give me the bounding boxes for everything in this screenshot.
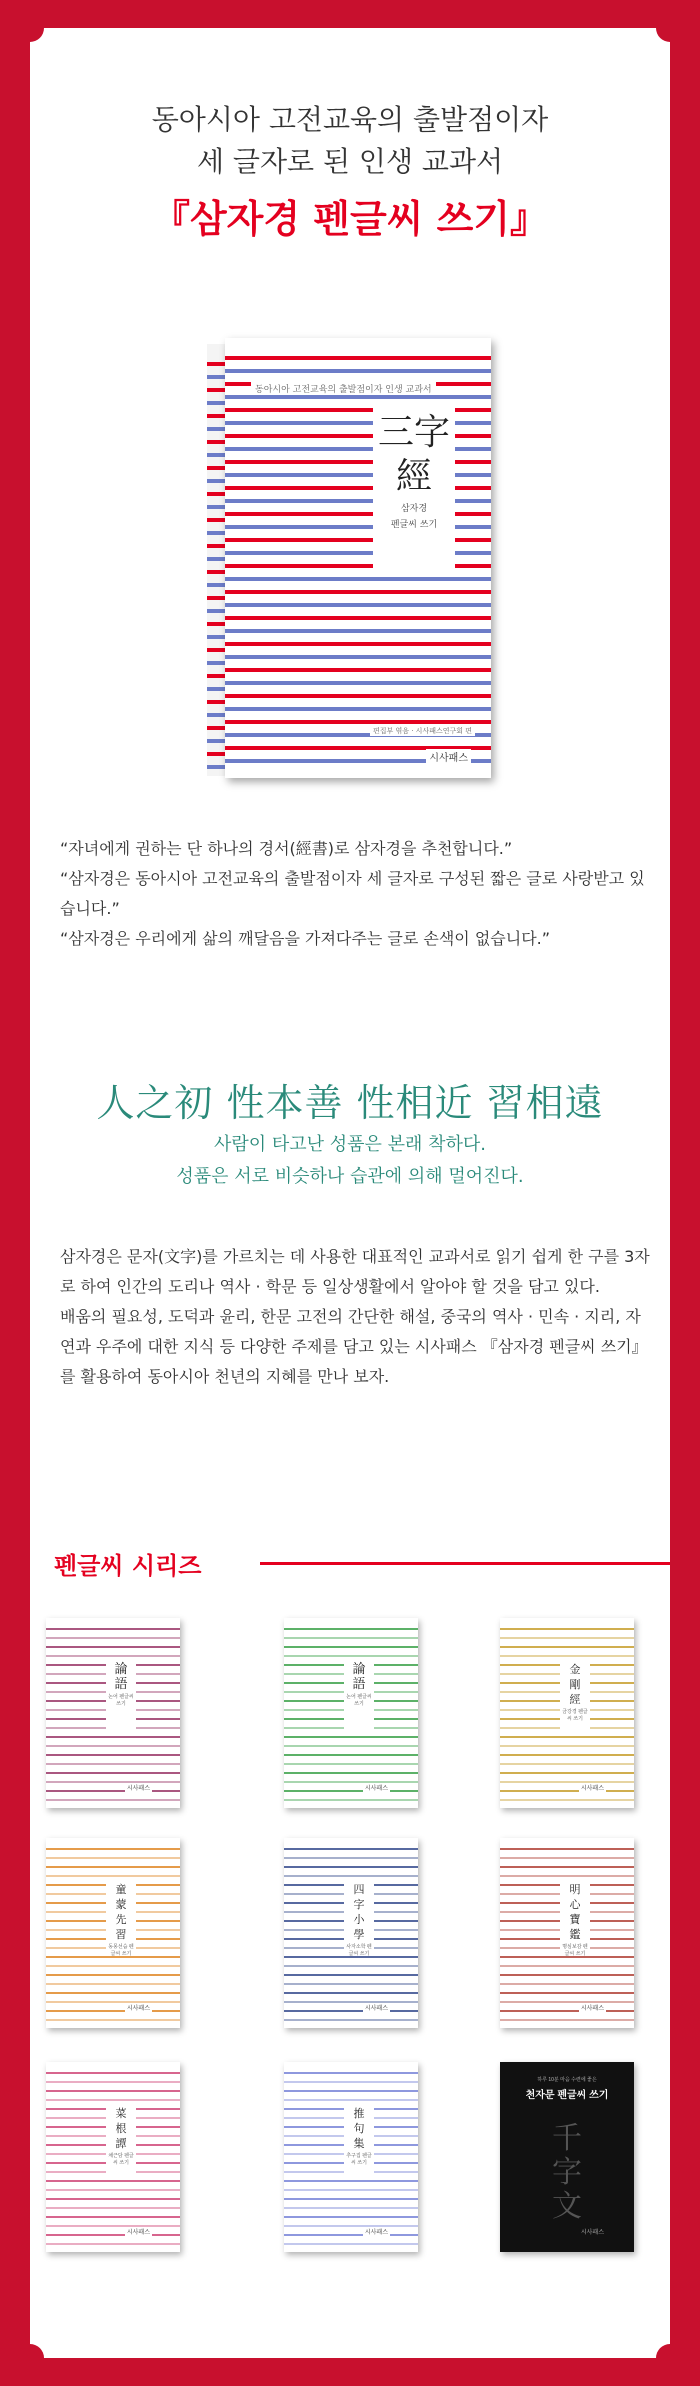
cover-stripe — [46, 1754, 180, 1756]
cover-stripe — [284, 2090, 418, 2092]
series-book[interactable] — [284, 1618, 418, 1808]
cover-stripe — [225, 356, 491, 360]
cover-stripe — [500, 2019, 634, 2021]
description-block — [60, 1242, 650, 1392]
cover-stripe — [46, 1736, 180, 1738]
series-book-subtitle: 금강경 펜글씨 쓰기 — [562, 1709, 588, 1722]
series-book[interactable] — [500, 1618, 634, 1808]
cover-stripe — [46, 2072, 180, 2074]
cover-stripe — [284, 1965, 418, 1967]
cover-stripe — [500, 2010, 634, 2012]
cover-stripe — [284, 2198, 418, 2200]
series-book[interactable] — [46, 2062, 180, 2252]
cover-stripe — [46, 2243, 180, 2245]
cover-stripe — [225, 603, 491, 607]
dark-book-title: 하루 10분 마음 수련에 좋은 천자문 펜글씨 쓰기 — [500, 2076, 634, 2101]
cover-stripe — [500, 1637, 634, 1639]
cover-stripe — [284, 2243, 418, 2245]
cover-stripe — [46, 2189, 180, 2191]
cover-stripe — [46, 1628, 180, 1630]
cover-stripe — [284, 1772, 418, 1774]
cover-stripe — [46, 2099, 180, 2101]
cover-stripe — [284, 2081, 418, 2083]
translation-line-1: 사람이 타고난 성품은 본래 착하다. — [213, 1134, 487, 1155]
series-book-subtitle: 사자소학 펜글씨 쓰기 — [346, 1944, 372, 1957]
series-book-publisher: 시사패스 — [579, 1783, 606, 1792]
series-book-subtitle: 채근담 펜글씨 쓰기 — [108, 2153, 134, 2166]
cover-stripe — [284, 2072, 418, 2074]
cover-stripe — [46, 1875, 180, 1877]
hanmun-verse: 人之初 性本善 性相近 習相遠 — [96, 1081, 604, 1125]
cover-stripe — [500, 1799, 634, 1801]
series-book-title: 推 句 集 — [353, 2107, 365, 2150]
cover-stripe — [500, 1790, 634, 1792]
cover-stripe — [284, 1857, 418, 1859]
book-subtitle-2: 펜글씨 쓰기 — [390, 520, 438, 530]
description-para-1: 삼자경은 문자(文字)를 가르치는 데 사용한 대표적인 교과서로 읽기 쉽게 한 구를 3자로 하여 인간의 도리나 역사 · 학문 등 일상생활에서 알아야 할 것을 담고 있다. — [60, 1247, 650, 1296]
cover-stripe — [284, 1754, 418, 1756]
cover-stripe — [284, 1655, 418, 1657]
series-book-title-panel — [560, 1878, 590, 1957]
book-title-han: 三字經 — [377, 412, 450, 497]
dark-book-big-han: 千 字 文 — [552, 2121, 582, 2224]
cover-stripe — [500, 1736, 634, 1738]
cover-stripe — [225, 369, 491, 373]
series-book-title-panel — [106, 2102, 136, 2174]
series-book-title: 論 語 — [114, 1662, 128, 1692]
series-book-publisher: 시사패스 — [125, 2227, 152, 2236]
series-book[interactable] — [500, 1838, 634, 2028]
series-book-dark[interactable] — [500, 2062, 634, 2252]
cover-stripe — [284, 2099, 418, 2101]
series-rule — [260, 1562, 670, 1565]
corner-notch — [656, 14, 684, 42]
cover-stripe — [46, 2001, 180, 2003]
cover-stripe — [46, 2207, 180, 2209]
series-book-publisher: 시사패스 — [363, 1783, 390, 1792]
cover-stripe — [500, 1646, 634, 1648]
cover-stripe — [284, 1875, 418, 1877]
book-top-text: 동아시아 고전교육의 출발점이자 인생 교과서 — [251, 382, 436, 395]
cover-stripe — [46, 2019, 180, 2021]
cover-stripe — [284, 1799, 418, 1801]
cover-stripe — [500, 1875, 634, 1877]
cover-stripe — [284, 2234, 418, 2236]
cover-stripe — [284, 2180, 418, 2182]
series-book-subtitle: 논어 펜글씨 쓰기 — [108, 1694, 134, 1707]
cover-stripe — [500, 2001, 634, 2003]
cover-stripe — [46, 1983, 180, 1985]
cover-stripe — [284, 2001, 418, 2003]
series-book-publisher: 시사패스 — [363, 2227, 390, 2236]
cover-stripe — [284, 2019, 418, 2021]
cover-stripe — [500, 1763, 634, 1765]
cover-stripe — [500, 1983, 634, 1985]
cover-stripe — [284, 1628, 418, 1630]
cover-stripe — [225, 681, 491, 685]
series-book-title-panel — [344, 1878, 374, 1957]
cover-stripe — [284, 1763, 418, 1765]
cover-stripe — [284, 1745, 418, 1747]
corner-notch — [656, 2344, 684, 2372]
series-book[interactable] — [46, 1618, 180, 1808]
cover-stripe — [500, 1965, 634, 1967]
series-book[interactable] — [284, 1838, 418, 2028]
cover-stripe — [46, 1745, 180, 1747]
cover-stripe — [284, 2207, 418, 2209]
cover-stripe — [46, 2216, 180, 2218]
cover-stripe — [225, 668, 491, 672]
cover-stripe — [46, 1781, 180, 1783]
cover-stripe — [46, 1992, 180, 1994]
book-author: 편집부 엮음 · 시사패스연구회 편 — [370, 726, 475, 736]
dark-book-kicker: 하루 10분 마음 수련에 좋은 — [537, 2077, 597, 2083]
cover-stripe — [225, 720, 491, 724]
cover-stripe — [225, 707, 491, 711]
series-book-publisher: 시사패스 — [125, 2003, 152, 2012]
series-book-title-panel — [344, 2102, 374, 2174]
series-book[interactable] — [46, 1838, 180, 2028]
hero-line-1: 동아시아 고전교육의 출발점이자 — [151, 103, 549, 136]
cover-stripe — [500, 1745, 634, 1747]
cover-stripe — [284, 1637, 418, 1639]
cover-stripe — [46, 1655, 180, 1657]
book-publisher: 시사패스 — [426, 749, 471, 764]
cover-stripe — [46, 1646, 180, 1648]
cover-stripe — [284, 1992, 418, 1994]
main-book-image — [207, 338, 497, 778]
series-book-title: 童 蒙 先 習 — [115, 1883, 127, 1941]
quotes-block — [60, 834, 650, 954]
quote-3: “삼자경은 우리에게 삶의 깨달음을 가져다주는 글로 손색이 없습니다.” — [60, 929, 551, 948]
cover-stripe — [284, 1790, 418, 1792]
book-subtitle-1: 삼자경 — [400, 504, 428, 514]
cover-stripe — [500, 1848, 634, 1850]
quote-1: “자녀에게 권하는 단 하나의 경서(經書)로 삼자경을 추천합니다.” — [60, 839, 513, 858]
cover-stripe — [46, 1799, 180, 1801]
cover-stripe — [46, 2198, 180, 2200]
cover-stripe — [225, 577, 491, 581]
series-book-title: 明 心 寶 鑑 — [569, 1883, 581, 1941]
hero-line-2: 세 글자로 된 인생 교과서 — [196, 145, 504, 178]
cover-stripe — [46, 2010, 180, 2012]
cover-stripe — [46, 1857, 180, 1859]
cover-stripe — [284, 2225, 418, 2227]
cover-stripe — [284, 1781, 418, 1783]
cover-stripe — [46, 1790, 180, 1792]
cover-stripe — [225, 629, 491, 633]
cover-stripe — [46, 1637, 180, 1639]
cover-stripe — [500, 1628, 634, 1630]
cover-stripe — [284, 1736, 418, 1738]
series-book-title: 菜 根 譚 — [115, 2107, 127, 2150]
series-book-title-panel — [106, 1658, 136, 1730]
series-book-subtitle: 명심보감 펜글씨 쓰기 — [562, 1944, 588, 1957]
cover-stripe — [284, 1848, 418, 1850]
series-book-publisher: 시사패스 — [579, 2003, 606, 2012]
book-title-panel — [373, 403, 455, 573]
cover-stripe — [46, 2090, 180, 2092]
cover-stripe — [225, 616, 491, 620]
book-cover — [225, 338, 491, 778]
cover-stripe — [46, 1772, 180, 1774]
series-book-title: 論 語 — [352, 1662, 366, 1692]
cover-stripe — [46, 2081, 180, 2083]
series-book-title: 金 剛 經 — [569, 1663, 581, 1706]
series-book-title-panel — [344, 1658, 374, 1730]
cover-stripe — [284, 2189, 418, 2191]
corner-notch — [16, 14, 44, 42]
cover-stripe — [46, 1866, 180, 1868]
series-book[interactable] — [284, 2062, 418, 2252]
cover-stripe — [46, 2180, 180, 2182]
cover-stripe — [284, 2010, 418, 2012]
content-panel — [30, 28, 670, 2358]
cover-stripe — [225, 655, 491, 659]
series-title: 펜글씨 시리즈 — [54, 1546, 215, 1581]
cover-stripe — [500, 1857, 634, 1859]
cover-stripe — [500, 1772, 634, 1774]
quote-2: “삼자경은 동아시아 고전교육의 출발점이자 세 글자로 구성된 짧은 글로 사랑받고 있습니다.” — [60, 869, 645, 918]
translation-line-2: 성품은 서로 비슷하나 습관에 의해 멀어진다. — [176, 1166, 524, 1187]
cover-stripe — [284, 1974, 418, 1976]
cover-stripe — [284, 1866, 418, 1868]
series-book-title-panel — [106, 1878, 136, 1957]
corner-notch — [16, 2344, 44, 2372]
cover-stripe — [46, 2234, 180, 2236]
dark-book-publisher: 시사패스 — [580, 2230, 604, 2236]
series-book-title: 四 字 小 學 — [353, 1883, 365, 1941]
series-book-publisher: 시사패스 — [125, 1783, 152, 1792]
cover-stripe — [225, 590, 491, 594]
cover-stripe — [500, 1992, 634, 1994]
cover-stripe — [284, 1983, 418, 1985]
cover-stripe — [500, 1781, 634, 1783]
series-book-publisher: 시사패스 — [363, 2003, 390, 2012]
series-book-title-panel — [560, 1658, 590, 1730]
cover-stripe — [46, 2225, 180, 2227]
series-book-subtitle: 추구집 펜글씨 쓰기 — [346, 2153, 372, 2166]
cover-stripe — [284, 1646, 418, 1648]
cover-stripe — [500, 1974, 634, 1976]
cover-stripe — [46, 1974, 180, 1976]
cover-stripe — [225, 395, 491, 399]
cover-stripe — [46, 1848, 180, 1850]
series-book-subtitle: 논어 펜글씨 쓰기 — [346, 1694, 372, 1707]
cover-stripe — [500, 1754, 634, 1756]
cover-stripe — [500, 1866, 634, 1868]
cover-stripe — [46, 1763, 180, 1765]
cover-stripe — [500, 1655, 634, 1657]
cover-stripe — [225, 694, 491, 698]
hero-title: 『삼자경 펜글씨 쓰기』 — [151, 197, 549, 241]
cover-stripe — [225, 642, 491, 646]
cover-stripe — [46, 1965, 180, 1967]
series-book-subtitle: 동몽선습 펜글씨 쓰기 — [108, 1944, 134, 1957]
description-para-2: 배움의 필요성, 도덕과 윤리, 한문 고전의 간단한 해설, 중국의 역사 · 민속 · 지리, 자연과 우주에 대한 지식 등 다양한 주제를 담고 있는 시사패스 『삼자경 펜글씨 쓰기』를 활용하여 동아시아 천년의 지혜를 만나 보자. — [60, 1307, 648, 1386]
cover-stripe — [284, 2216, 418, 2218]
